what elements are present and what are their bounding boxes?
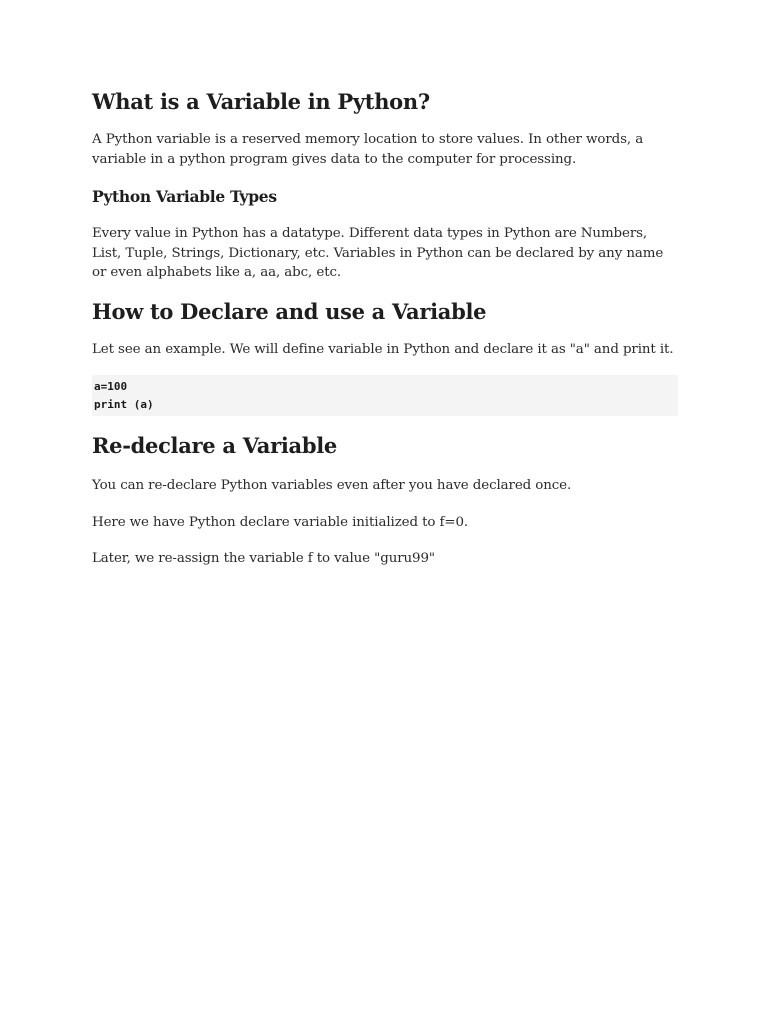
heading-redeclare-variable: Re-declare a Variable bbox=[92, 433, 337, 458]
code-block bbox=[92, 375, 678, 416]
heading-what-is-variable: What is a Variable in Python? bbox=[92, 89, 430, 114]
redeclare-paragraph-3: Later, we re-assign the variable f to value "guru99" bbox=[92, 551, 435, 566]
heading-variable-types: Python Variable Types bbox=[92, 187, 277, 206]
heading-declare-variable: How to Declare and use a Variable bbox=[92, 298, 487, 324]
variable-types-paragraph: Every value in Python has a datatype. Different data types in Python are Numbers, List, Tuple, Strings, Dictionary, etc. Variables in Python can be declared by any name or even alphabets like a, aa, abc, etc. bbox=[92, 226, 664, 280]
redeclare-paragraph-1: You can re-declare Python variables even after you have declared once. bbox=[92, 478, 572, 493]
code-line: print (a) bbox=[94, 398, 154, 411]
declare-paragraph: Let see an example. We will define variable in Python and declare it as "a" and print it. bbox=[92, 341, 674, 357]
document-page bbox=[92, 88, 676, 569]
intro-paragraph: A Python variable is a reserved memory location to store values. In other words, a variable in a python program gives data to the computer for processing. bbox=[92, 132, 644, 167]
redeclare-paragraph-2: Here we have Python declare variable initialized to f=0. bbox=[92, 514, 469, 530]
code-line: a=100 bbox=[94, 380, 128, 393]
